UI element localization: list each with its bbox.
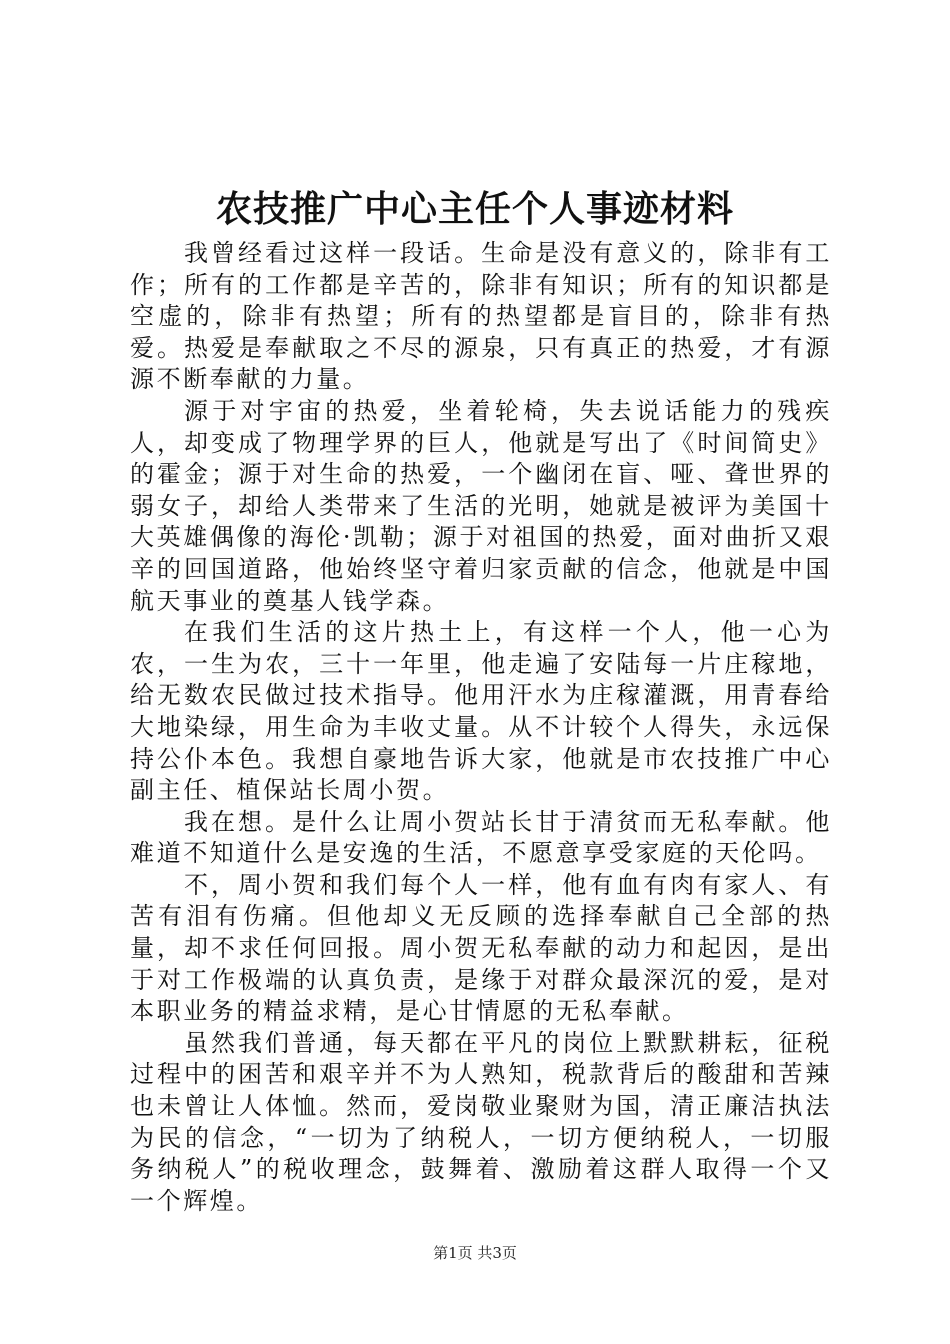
document-body	[130, 238, 832, 1217]
paragraph-1: 我曾经看过这样一段话。生命是没有意义的，除非有工作；所有的工作都是辛苦的，除非有知识；所有的知识都是空虚的，除非有热望；所有的热望都是盲目的，除非有热爱。热爱是奉献取之不尽的源泉，只有真正的热爱，才有源源不断奉献的力量。	[130, 239, 832, 394]
paragraph-2: 源于对宇宙的热爱，坐着轮椅，失去说话能力的残疾人，却变成了物理学界的巨人，他就是写出了《时间简史》的霍金；源于对生命的热爱，一个幽闭在盲、哑、聋世界的弱女子，却给人类带来了生活的光明，她就是被评为美国十大英雄偶像的海伦·凯勒；源于对祖国的热爱，面对曲折又艰辛的回国道路，他始终坚守着归家贡献的信念，他就是中国航天事业的奠基人钱学森。	[130, 396, 832, 615]
document-title: 农技推广中心主任个人事迹材料	[215, 188, 734, 230]
paragraph-6: 虽然我们普通，每天都在平凡的岗位上默默耕耘，征税过程中的困苦和艰辛并不为人熟知，税款背后的酸甜和苦辣也未曾让人体恤。然而，爱岗敬业聚财为国，清正廉洁执法为民的信念，“一切为了纳税人，一切方便纳税人，一切服务纳税人”的税收理念，鼓舞着、激励着这群人取得一个又一个辉煌。	[130, 1028, 832, 1215]
paragraph-3: 在我们生活的这片热土上，有这样一个人，他一心为农，一生为农，三十一年里，他走遍了安陆每一片庄稼地，给无数农民做过技术指导。他用汗水为庄稼灌溉，用青春给大地染绿，用生命为丰收丈量。从不计较个人得失，永远保持公仆本色。我想自豪地告诉大家，他就是市农技推广中心副主任、植保站长周小贺。	[130, 618, 832, 805]
page-number-footer: 第1页 共3页	[433, 1244, 517, 1262]
paragraph-4: 我在想。是什么让周小贺站长甘于清贫而无私奉献。他难道不知道什么是安逸的生活，不愿意享受家庭的天伦吗。	[130, 807, 832, 868]
paragraph-5: 不，周小贺和我们每个人一样，他有血有肉有家人、有苦有泪有伤痛。但他却义无反顾的选择奉献自己全部的热量，却不求任何回报。周小贺无私奉献的动力和起因，是出于对工作极端的认真负责，是缘于对群众最深沉的爱，是对本职业务的精益求精，是心甘情愿的无私奉献。	[130, 870, 832, 1026]
